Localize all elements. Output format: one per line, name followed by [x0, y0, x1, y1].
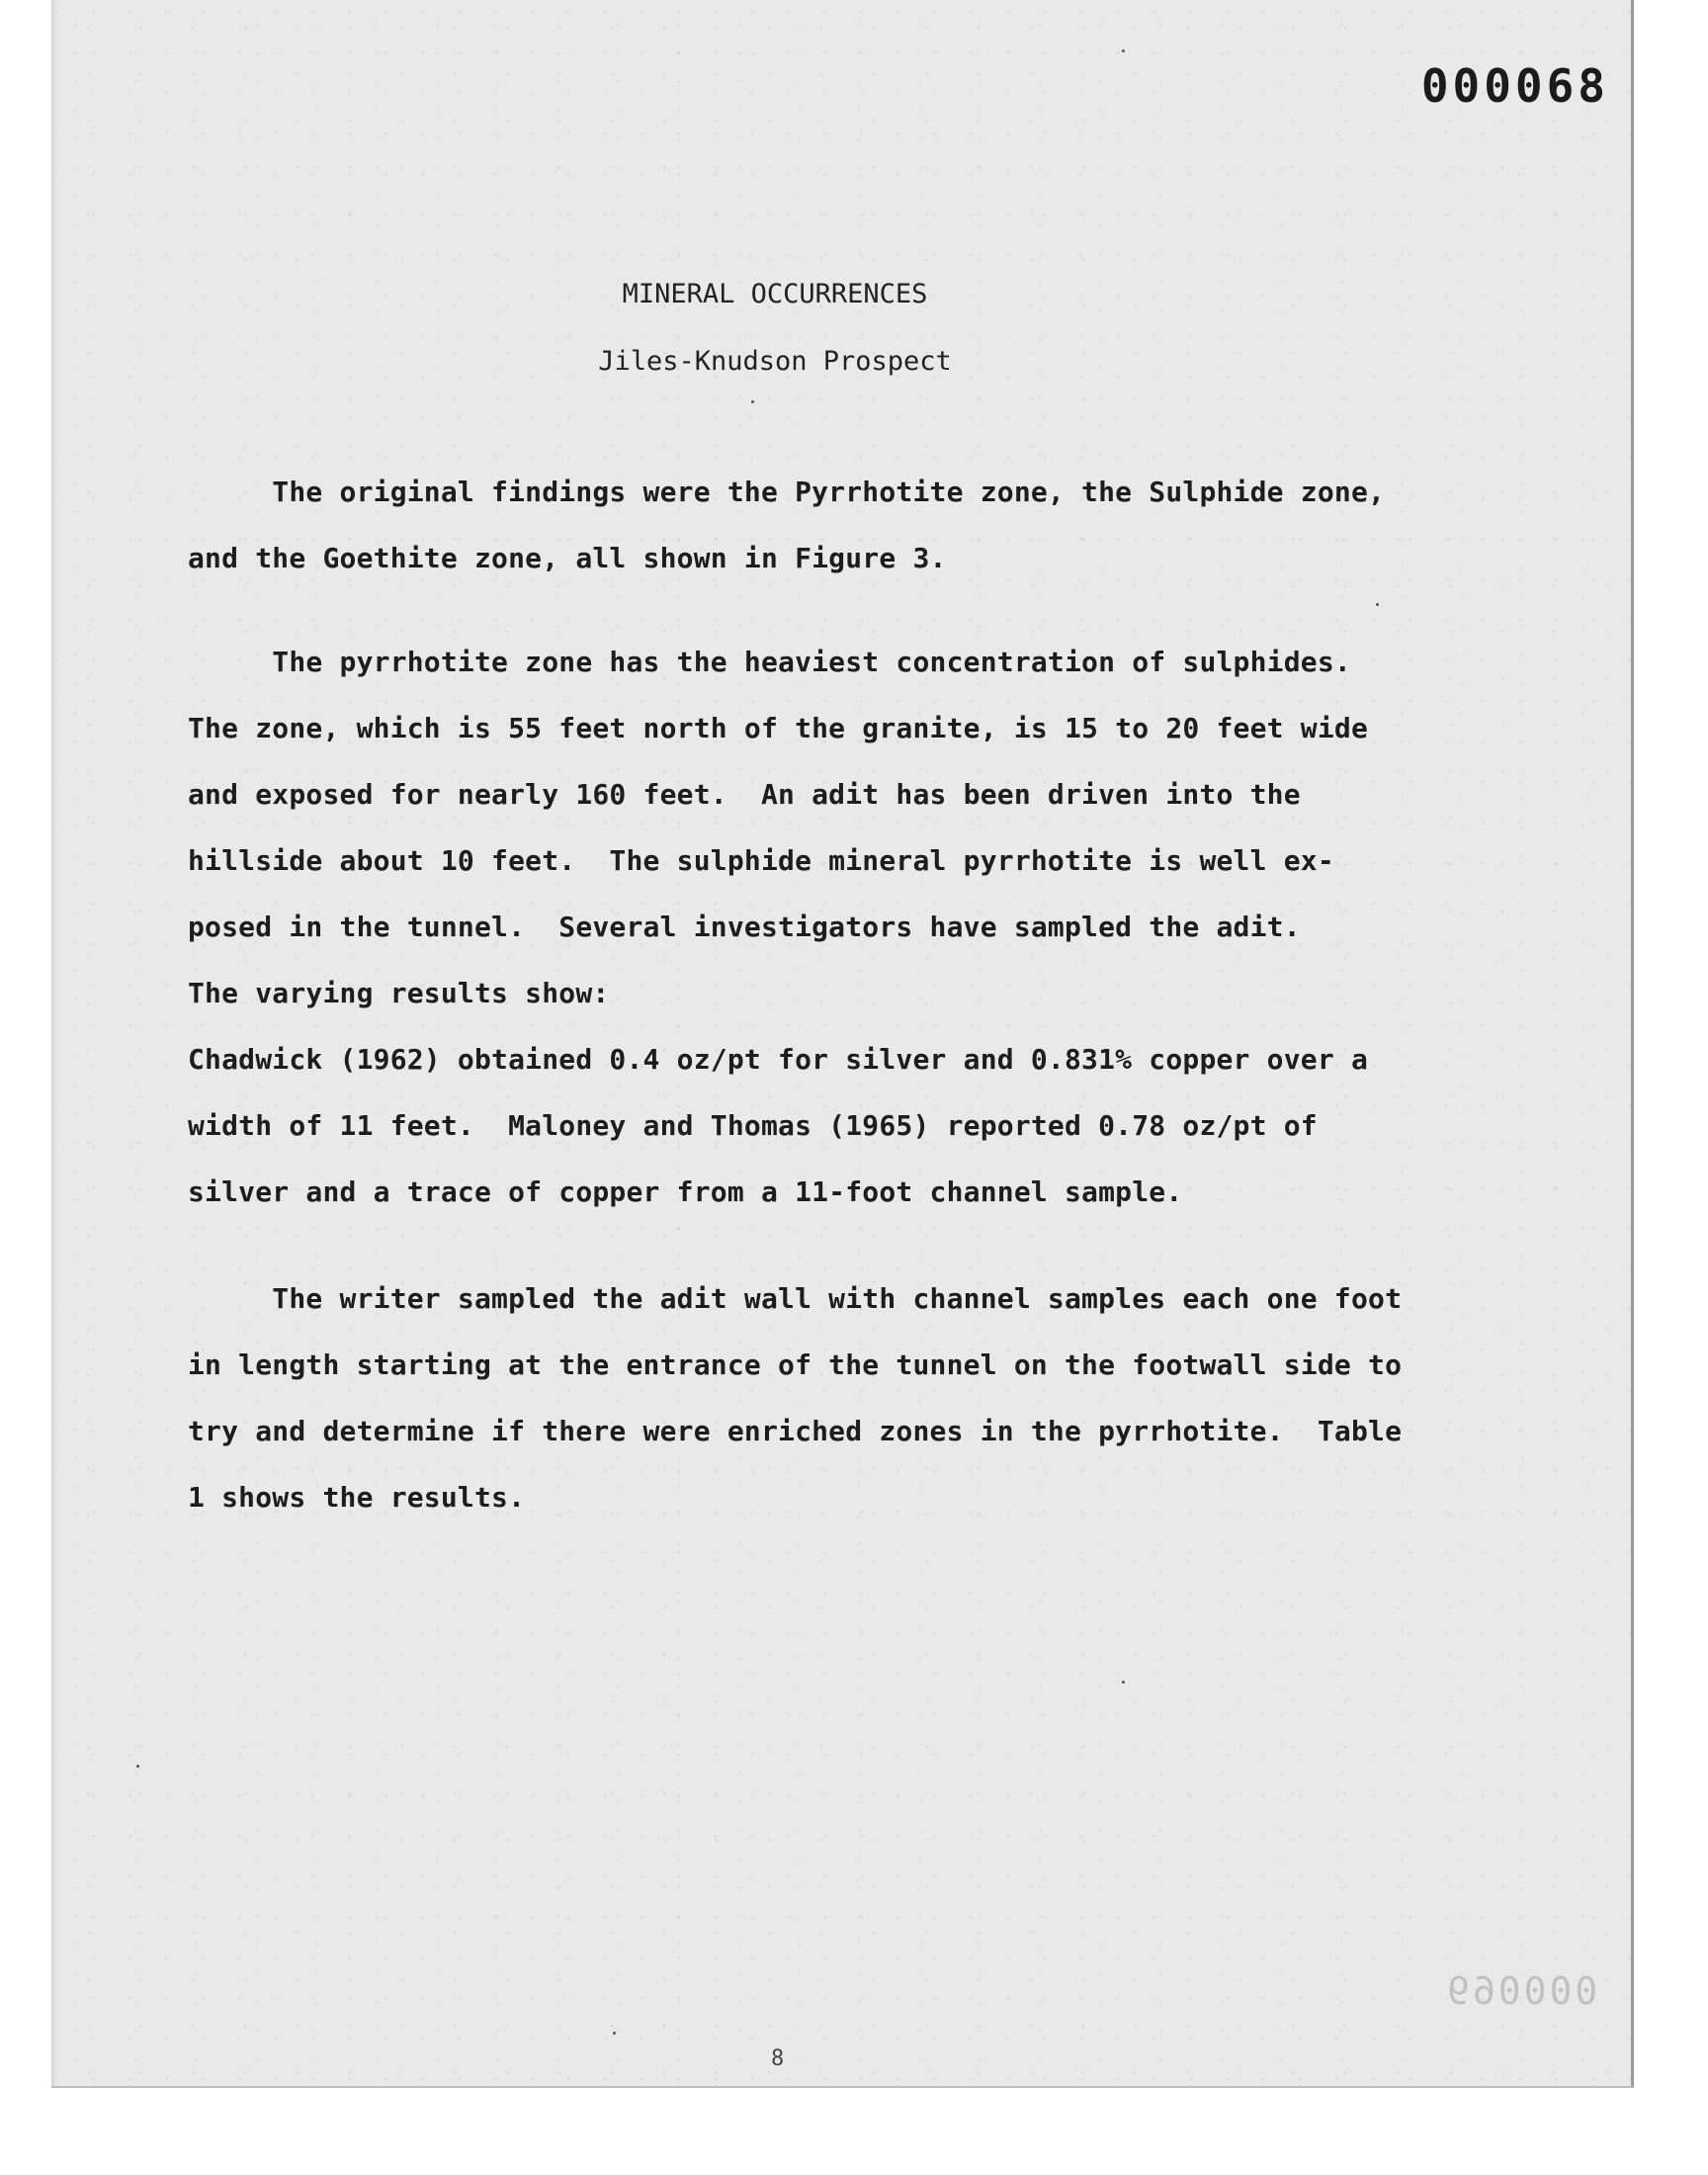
scan-speck — [751, 400, 754, 403]
text-line: 1 shows the results. — [188, 1481, 526, 1514]
subtitle-text: Jiles-Knudson Prospect — [598, 346, 952, 377]
text-line: and the Goethite zone, all shown in Figure 3. — [188, 542, 947, 574]
text-line: silver and a trace of copper from a 11-foot channel sample. — [188, 1175, 1183, 1208]
text-line: The zone, which is 55 feet north of the granite, is 15 to 20 feet wide — [188, 712, 1369, 744]
text-line: hillside about 10 feet. The sulphide mineral pyrrhotite is well ex- — [188, 844, 1334, 877]
footer-page-mark: 8 — [771, 2046, 785, 2071]
scan-speck — [1376, 603, 1379, 606]
document-subtitle — [0, 346, 1550, 377]
paragraph-pyrrhotite-zone — [188, 629, 1404, 1225]
title-text: MINERAL OCCURRENCES — [622, 279, 928, 309]
text-line: width of 11 feet. Maloney and Thomas (1965) reported 0.78 oz/pt of — [188, 1109, 1318, 1142]
text-line: The original findings were the Pyrrhotite zone, the Sulphide zone, — [188, 476, 1386, 508]
text-line: The writer sampled the adit wall with channel samples each one foot — [188, 1282, 1403, 1315]
page-edge-shadow — [51, 0, 57, 2086]
scan-speck — [1122, 1681, 1125, 1684]
document-title — [0, 279, 1550, 309]
text-line: try and determine if there were enriched zones in the pyrrhotite. Table — [188, 1415, 1403, 1447]
paragraph-original-findings — [188, 459, 1404, 591]
text-line: posed in the tunnel. Several investigators have sampled the adit. — [188, 911, 1301, 943]
text-line: Chadwick (1962) obtained 0.4 oz/pt for silver and 0.831% copper over a — [188, 1043, 1369, 1076]
text-line: The pyrrhotite zone has the heaviest concentration of sulphides. — [188, 646, 1351, 678]
scan-speck — [1122, 49, 1125, 52]
scan-speck — [613, 2032, 616, 2035]
text-line: The varying results show: — [188, 977, 610, 1009]
paragraph-writer-sampling — [188, 1265, 1404, 1530]
scan-speck — [136, 1765, 139, 1768]
page-number: 000068 — [1420, 59, 1609, 113]
text-line: in length starting at the entrance of the tunnel on the footwall side to — [188, 1348, 1403, 1381]
bleed-through-number: 000069 — [1443, 1969, 1597, 2013]
text-line: and exposed for nearly 160 feet. An adit has been driven into the — [188, 778, 1301, 811]
